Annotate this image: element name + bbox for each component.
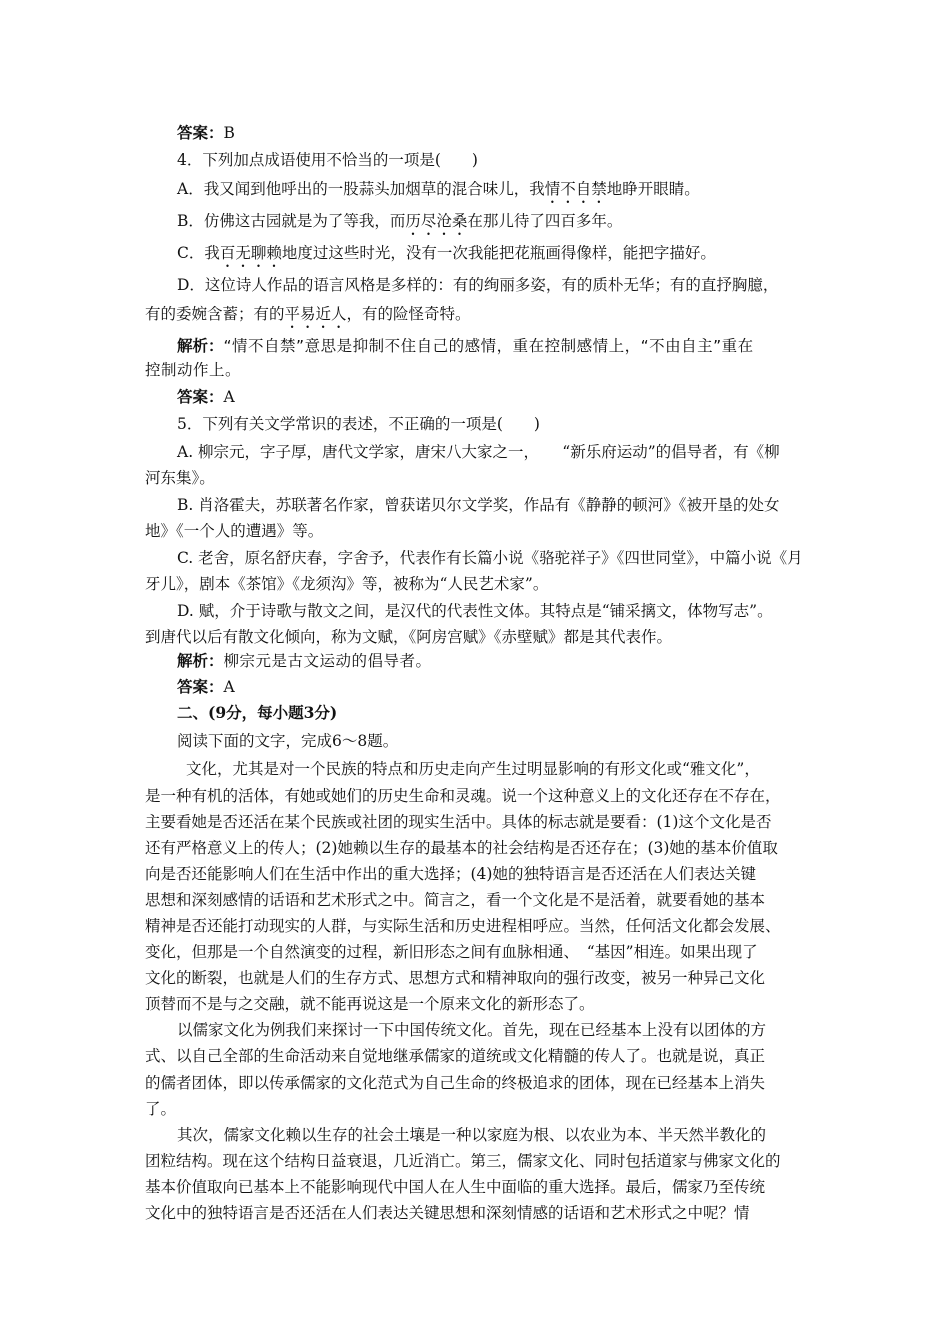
q5-option-c-line1: C. 老舍，原名舒庆春，字舍予，代表作有长篇小说《骆驼祥子》《四世同堂》，中篇小说《月 xyxy=(177,549,803,567)
passage-line: 其次，儒家文化赖以生存的社会土壤是一种以家庭为根、以农业为本、半天然半教化的 xyxy=(177,1126,767,1144)
passage-line: 文化中的独特语言是否还活在人们表达关键思想和深刻情感的话语和艺术形式之中呢？情 xyxy=(145,1204,750,1222)
answer-value: B xyxy=(223,124,235,142)
q4-option-d-line1: D．这位诗人作品的语言风格是多样的：有的绚丽多姿，有的质朴无华；有的直抒胸臆， xyxy=(177,276,779,294)
q5-option-b-line2: 地》《一个人的遭遇》等。 xyxy=(145,522,324,540)
dotted-idiom: 百无聊赖 xyxy=(219,244,282,262)
answer-value: A xyxy=(223,678,235,696)
passage-line: 主要看她是否还活在某个民族或社团的现实生活中。具体的标志就是要看：(1)这个文化是否 xyxy=(145,813,772,831)
q5-option-d-line1: D. 赋，介于诗歌与散文之间，是汉代的代表性文体。其特点是“铺采摛文，体物写志”。 xyxy=(177,602,773,620)
passage-line: 文化的断裂，也就是人们的生存方式、思想方式和精神取向的强行改变，被另一种异己文化 xyxy=(145,969,766,987)
passage-line: 还有严格意义上的传人；(2)她赖以生存的最基本的社会结构是否还存在；(3)她的基本价值取 xyxy=(145,839,778,857)
passage-line: 的儒者团体，即以传承儒家的文化范式为自己生命的终极追求的团体，现在已经基本上消失 xyxy=(145,1074,766,1092)
option-text: 地度过这些时光，没有一次我能把花瓶画得像样，能把字描好。 xyxy=(281,244,716,262)
q3-answer xyxy=(177,123,810,143)
option-text: 在那儿待了四百多年。 xyxy=(467,212,623,230)
passage-line: 文化，尤其是对一个民族的特点和历史走向产生过明显影响的有形文化或“雅文化”， xyxy=(186,760,760,778)
q4-option-b xyxy=(177,211,810,239)
option-text: C．我 xyxy=(177,244,220,262)
section-heading: 二、(9分，每小题3分) xyxy=(177,703,338,722)
q5-option-c-line2: 牙儿》，剧本《茶馆》《龙须沟》等，被称为“人民艺术家”。 xyxy=(145,575,549,593)
q4-option-a xyxy=(177,179,810,207)
q5-analysis xyxy=(177,651,810,671)
q4-option-d-line2 xyxy=(145,304,810,332)
answer-label: 答案： xyxy=(177,387,224,406)
answer-value: A xyxy=(223,388,235,406)
analysis-text: 柳宗元是古文运动的倡导者。 xyxy=(223,652,432,670)
passage-line: 精神是否还能打动现实的人群，与实际生活和历史进程相呼应。当然，任何活文化都会发展、 xyxy=(145,917,781,935)
q5-option-b-line1: B. 肖洛霍夫，苏联著名作家，曾获诺贝尔文学奖，作品有《静静的顿河》《被开垦的处女 xyxy=(177,496,780,514)
q5-stem: 5．下列有关文学常识的表述，不正确的一项是( ) xyxy=(177,415,540,433)
section-instruction: 阅读下面的文字，完成6～8题。 xyxy=(177,732,399,750)
analysis-label: 解析： xyxy=(177,336,224,355)
analysis-label: 解析： xyxy=(177,651,224,670)
q4-stem: 4．下列加点成语使用不恰当的一项是( ) xyxy=(177,151,478,169)
option-text: B．仿佛这古园就是为了等我，而 xyxy=(177,212,406,230)
passage-line: 向是否还能影响人们在生活中作出的重大选择；(4)她的独特语言是否还活在人们表达关键 xyxy=(145,865,756,883)
q4-analysis-line1 xyxy=(177,336,810,356)
analysis-text: “情不自禁”意思是抑制不住自己的感情，重在控制感情上，“不由自主”重在 xyxy=(223,337,754,355)
passage-line: 变化，但那是一个自然演变的过程，新旧形态之间有血脉相通、 “基因”相连。如果出现了 xyxy=(145,943,758,961)
option-text: 地睁开眼睛。 xyxy=(606,180,700,198)
passage-line: 以儒家文化为例我们来探讨一下中国传统文化。首先，现在已经基本上没有以团体的方 xyxy=(177,1021,767,1039)
option-text: 有的委婉含蓄；有的 xyxy=(145,305,285,323)
q5-option-d-line2: 到唐代以后有散文化倾向，称为文赋，《阿房宫赋》《赤壁赋》都是其代表作。 xyxy=(145,628,673,646)
passage-line: 顶替而不是与之交融，就不能再说这是一个原来文化的新形态了。 xyxy=(145,995,595,1013)
q5-answer xyxy=(177,677,810,697)
passage-line: 是一种有机的活体，有她或她们的历史生命和灵魂。说一个这种意义上的文化还存在不存在， xyxy=(145,787,781,805)
q4-answer xyxy=(177,387,810,407)
dotted-idiom: 历尽沧桑 xyxy=(405,212,468,230)
answer-label: 答案： xyxy=(177,677,224,696)
passage-line: 基本价值取向已基本上不能影响现代中国人在人生中面临的重大选择。最后，儒家乃至传统 xyxy=(145,1178,766,1196)
option-text: A．我又闻到他呼出的一股蒜头加烟草的混合味儿，我 xyxy=(177,180,545,198)
q4-option-c xyxy=(177,243,810,271)
dotted-idiom: 平易近人 xyxy=(284,305,347,323)
q4-analysis-line2: 控制动作上。 xyxy=(145,361,242,379)
passage-line: 式、以自己全部的生命活动来自觉地继承儒家的道统或文化精髓的传人了。也就是说，真正 xyxy=(145,1047,766,1065)
q5-option-a-line2: 河东集》。 xyxy=(145,469,215,487)
dotted-idiom: 情不自禁 xyxy=(544,180,607,198)
option-text: ，有的险怪奇特。 xyxy=(346,305,471,323)
passage-line: 思想和深刻感情的话语和艺术形式之中。简言之，看一个文化是不是活着，就要看她的基本 xyxy=(145,891,766,909)
passage-line: 了。 xyxy=(145,1100,177,1118)
answer-label: 答案： xyxy=(177,123,224,142)
passage-line: 团粒结构。现在这个结构日益衰退，几近消亡。第三，儒家文化、同时包括道家与佛家文化的 xyxy=(145,1152,781,1170)
q5-option-a-line1: A. 柳宗元，字子厚，唐代文学家，唐宋八大家之一， “新乐府运动”的倡导者，有《柳 xyxy=(177,443,780,461)
